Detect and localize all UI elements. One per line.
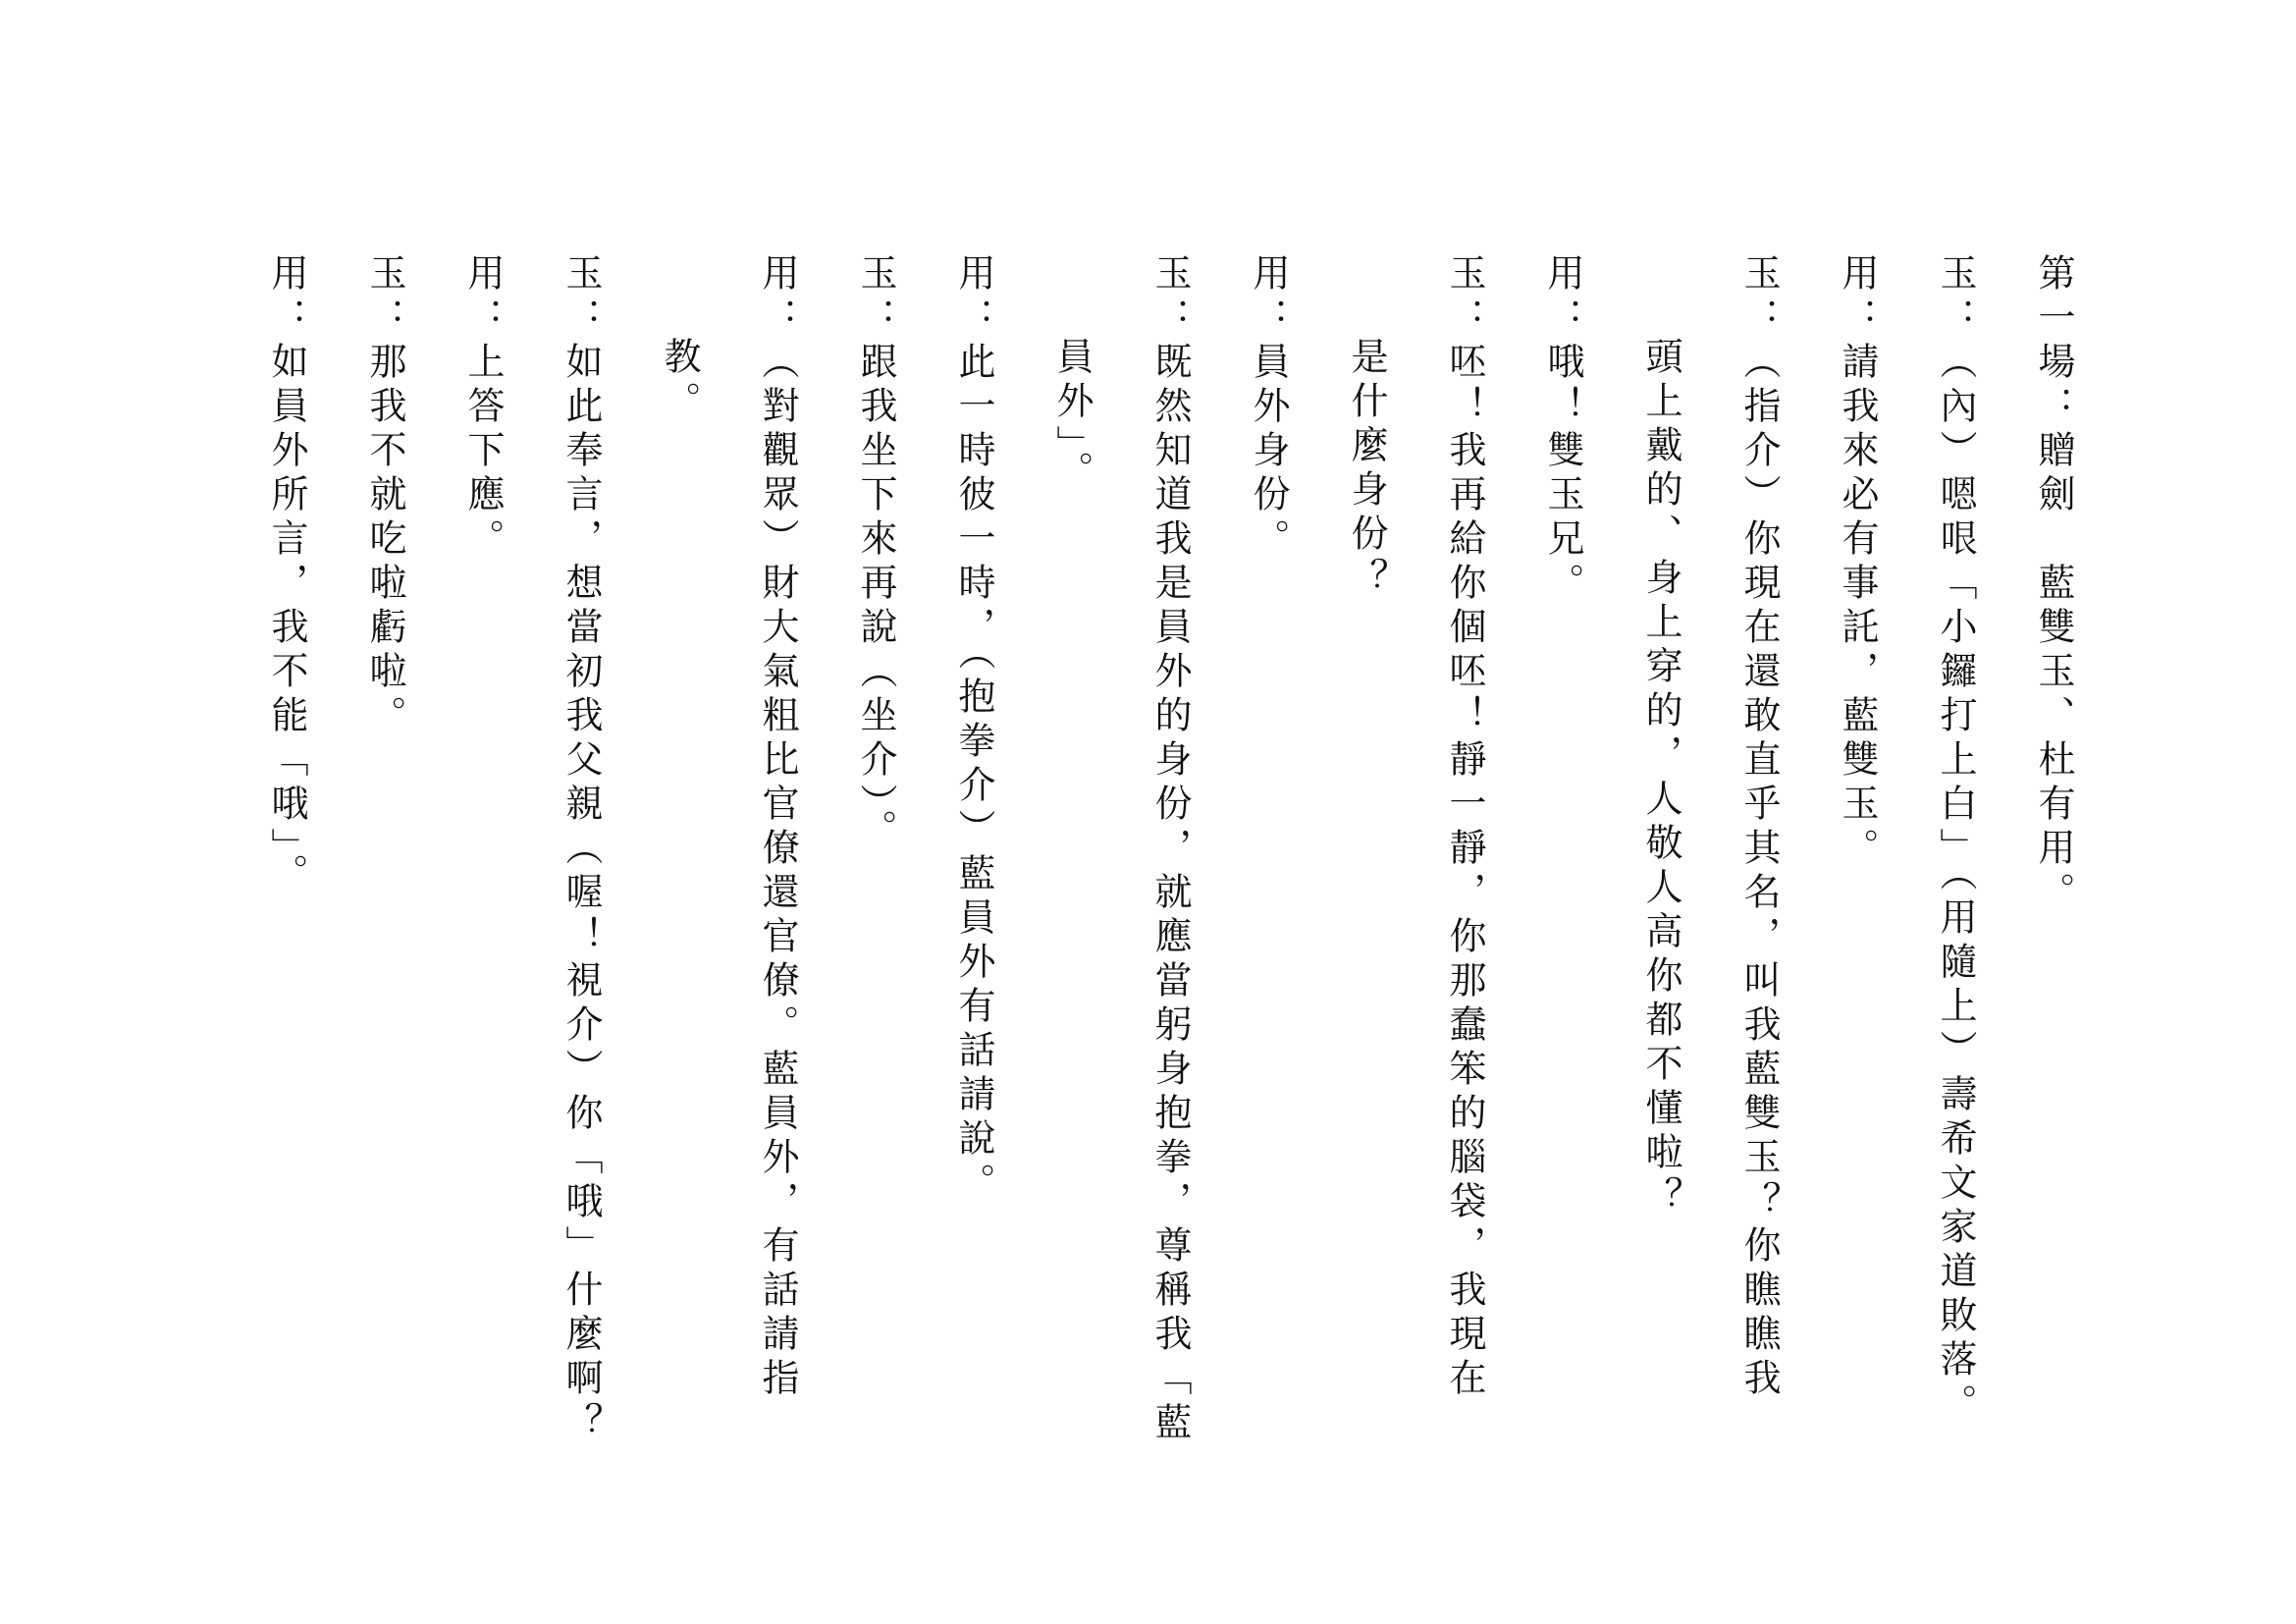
speaker-label: 用： [1247, 253, 1290, 342]
line-text: 是什麼身份？ [1345, 337, 1388, 602]
speaker-label: 用： [756, 253, 799, 342]
line-text: 第一場：贈劍 藍雙玉、杜有用。 [2032, 253, 2075, 916]
speaker-label: 用： [461, 253, 505, 342]
speaker-label: 用： [1836, 253, 1879, 342]
script-line [552, 253, 611, 1446]
script-line [355, 253, 414, 739]
line-text: 哦！雙玉兄。 [1541, 342, 1584, 607]
script-line [944, 253, 1003, 1207]
line-text: 教。 [658, 337, 701, 425]
line-text: 員外」。 [1050, 337, 1094, 495]
speaker-label: 玉： [560, 253, 603, 342]
script-line [257, 253, 316, 897]
line-text: 頭上戴的、身上穿的，人敬人高你都不懂啦？ [1639, 337, 1682, 1220]
speaker-label: 玉： [1148, 253, 1192, 342]
line-text: 上答下應。 [461, 342, 505, 563]
script-line-continuation [1042, 337, 1101, 495]
script-line [1730, 253, 1789, 1402]
script-line-continuation [1337, 337, 1396, 602]
script-line-continuation [1631, 337, 1690, 1220]
script-line [1239, 253, 1298, 563]
line-text: 那我不就吃啦虧啦。 [363, 342, 406, 739]
line-text: 呸！我再給你個呸！靜一靜，你那蠢笨的腦袋，我現在 [1443, 342, 1486, 1402]
script-line [1533, 253, 1592, 607]
speaker-label: 玉： [1443, 253, 1486, 342]
line-text: （內）嗯哏「小鑼打上白」（用隨上）壽希文家道敗落。 [1934, 342, 1977, 1428]
script-line [748, 253, 807, 1402]
speaker-label: 玉： [1934, 253, 1977, 342]
line-text: 跟我坐下來再說（坐介）。 [854, 342, 897, 853]
speaker-label: 用： [265, 253, 308, 342]
line-text: 如員外所言，我不能「哦」。 [265, 342, 308, 897]
line-text: 員外身份。 [1247, 342, 1290, 563]
line-text: 既然知道我是員外的身份，就應當躬身抱拳，尊稱我「藍 [1148, 342, 1192, 1446]
line-text: （指介）你現在還敢直乎其名，叫我藍雙玉？你瞧瞧我 [1737, 342, 1781, 1402]
speaker-label: 玉： [363, 253, 406, 342]
line-text: （對觀眾）財大氣粗比官僚還官僚。藍員外，有話請指 [756, 342, 799, 1402]
speaker-label: 用： [1541, 253, 1584, 342]
line-text: 此一時彼一時，（抱拳介）藍員外有話請說。 [952, 342, 995, 1207]
script-line [846, 253, 905, 853]
script-line [454, 253, 512, 563]
script-line [1828, 253, 1887, 872]
script-line [2024, 253, 2083, 916]
speaker-label: 玉： [854, 253, 897, 342]
line-text: 如此奉言，想當初我父親（喔！視介）你「哦」什麼啊？ [560, 342, 603, 1446]
script-line-continuation [650, 337, 709, 425]
speaker-label: 玉： [1737, 253, 1781, 342]
speaker-label: 用： [952, 253, 995, 342]
script-line [1926, 253, 1985, 1428]
script-line [1435, 253, 1494, 1402]
script-line [1141, 253, 1200, 1446]
line-text: 請我來必有事託，藍雙玉。 [1836, 342, 1879, 872]
